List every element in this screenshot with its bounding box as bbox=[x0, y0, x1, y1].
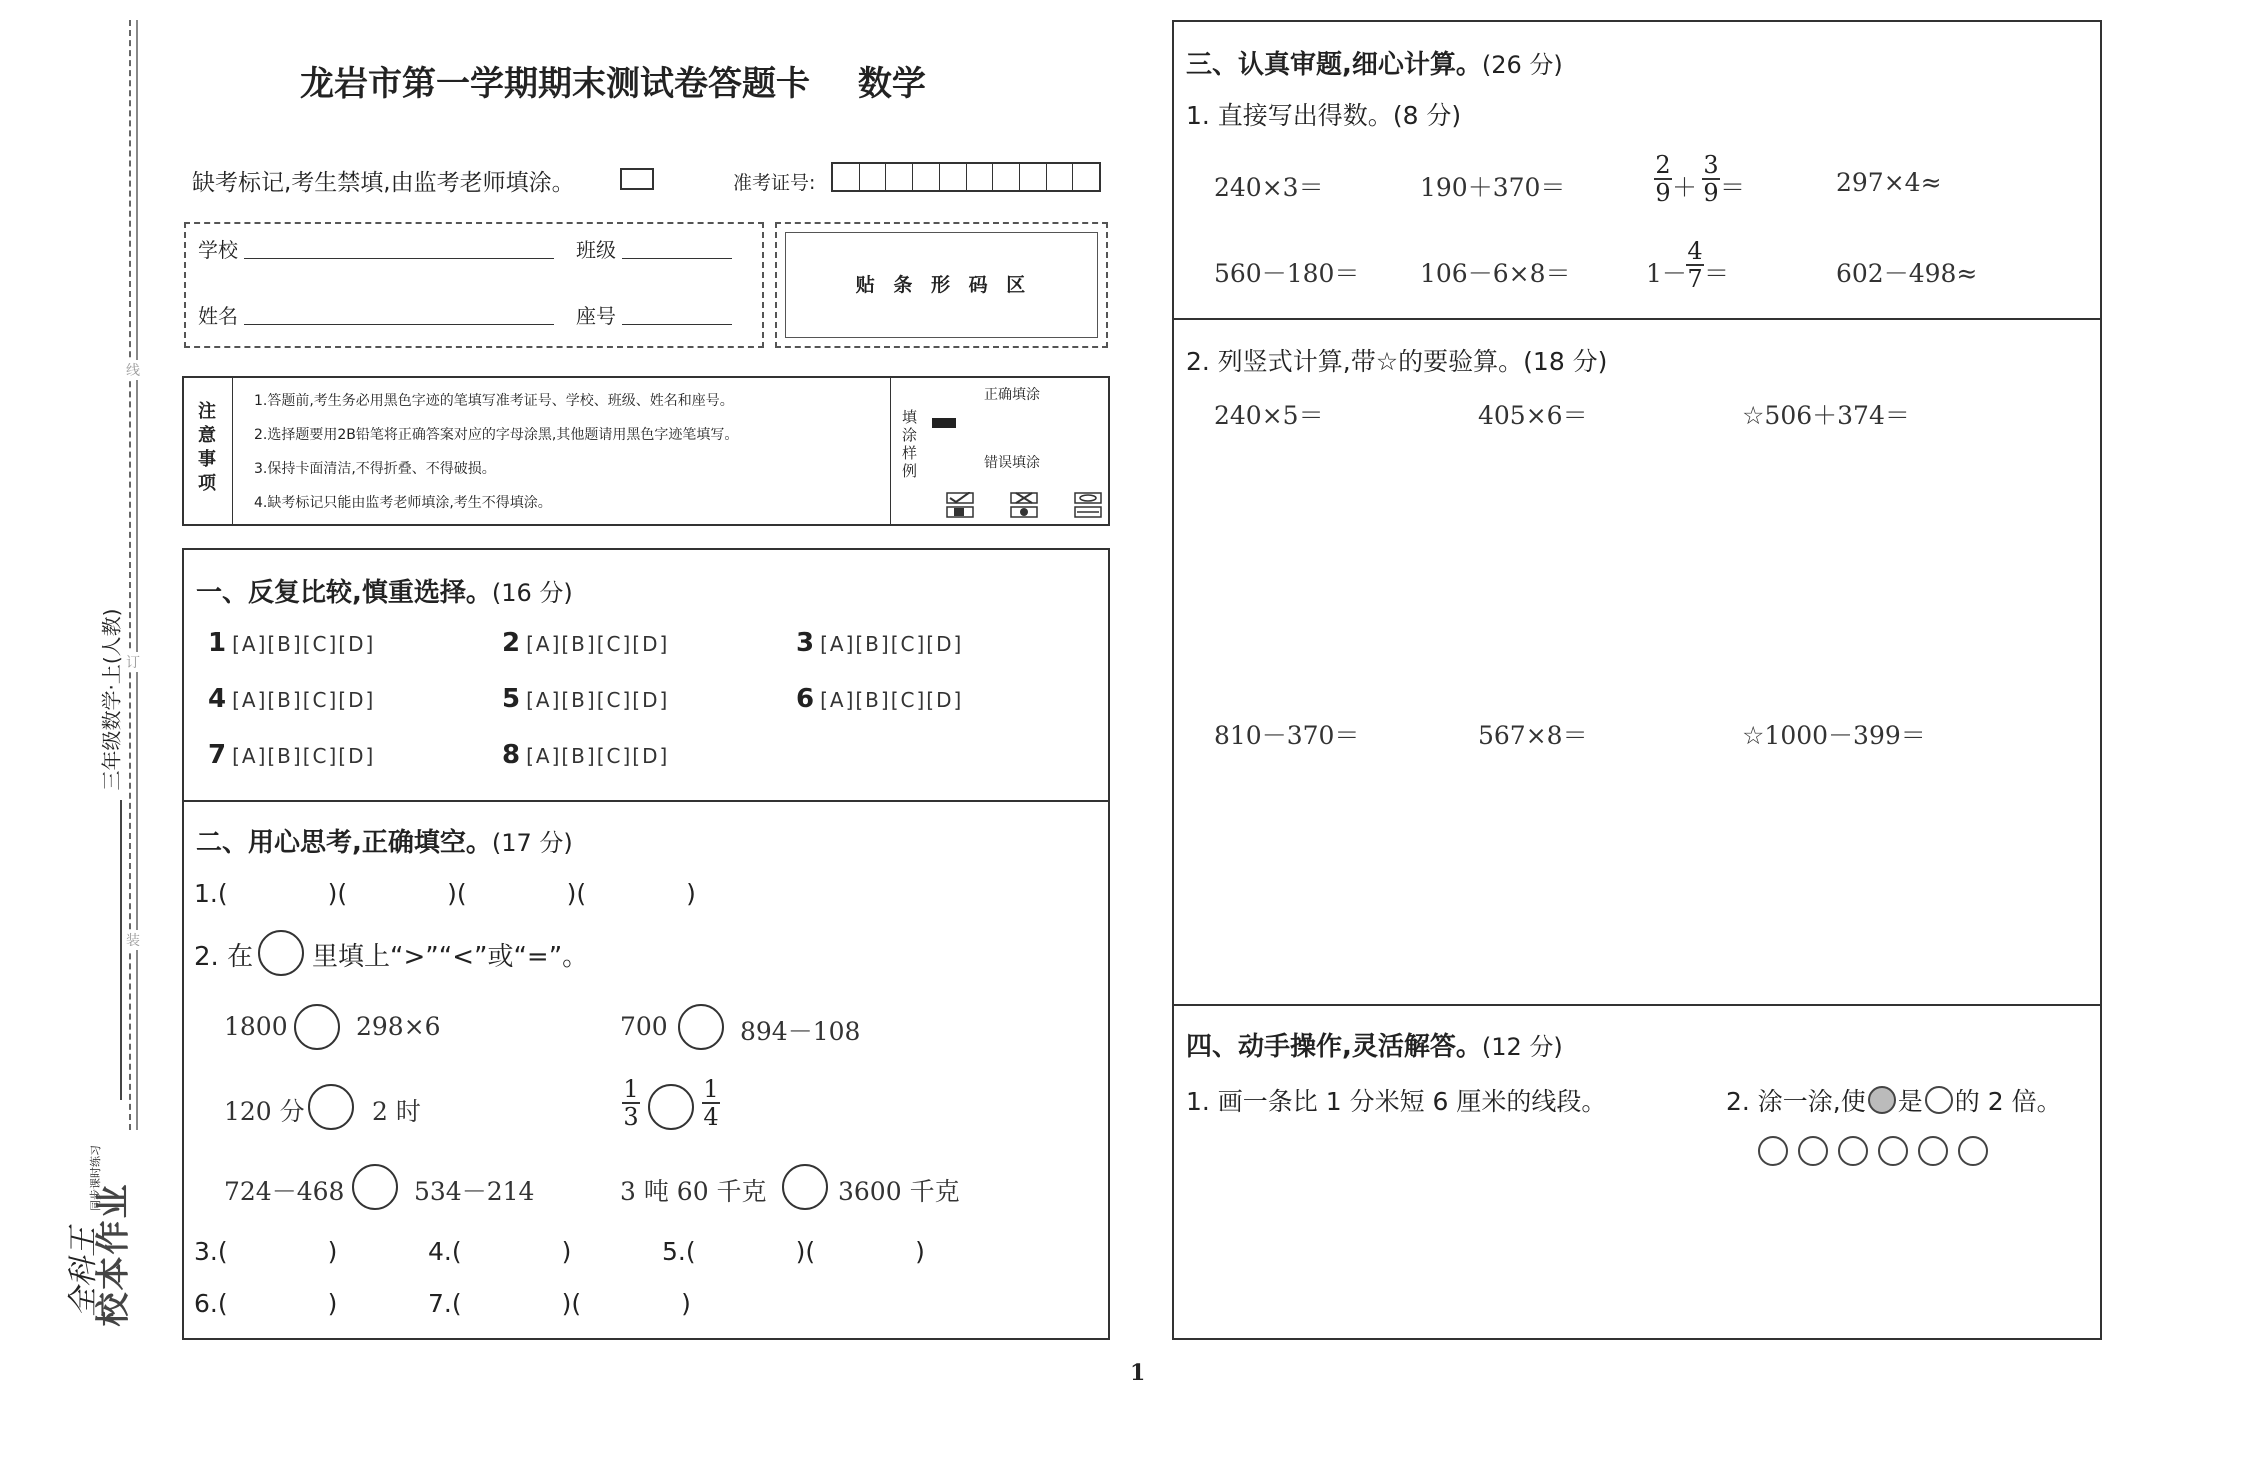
cmp6-right: 3600 千克 bbox=[838, 1177, 960, 1206]
exam-no-label: 准考证号: bbox=[733, 172, 816, 194]
binding-dashed-line bbox=[129, 20, 131, 1130]
note-item: 3.保持卡面清洁,不得折叠、不得破损。 bbox=[254, 461, 496, 477]
vert-r1-2: 405×6＝ bbox=[1478, 401, 1588, 430]
exam-no-cell[interactable] bbox=[940, 164, 967, 190]
choice-q8[interactable]: 8 [A][B][C][D] bbox=[502, 740, 670, 770]
vertical-work-area-1[interactable] bbox=[1194, 432, 2074, 692]
barcode-area bbox=[775, 222, 1108, 348]
calc-r2-4: 602－498≈ bbox=[1836, 259, 1978, 288]
vert-r1-1: 240×5＝ bbox=[1214, 401, 1324, 430]
compare-circle-sample bbox=[258, 930, 304, 976]
school-field[interactable] bbox=[244, 258, 554, 259]
class-label: 班级 bbox=[576, 238, 616, 262]
name-field[interactable] bbox=[244, 324, 554, 325]
calc-r1-1: 240×3＝ bbox=[1214, 173, 1324, 202]
cmp2-right: 894－108 bbox=[740, 1017, 861, 1046]
choice-q2[interactable]: 2 [A][B][C][D] bbox=[502, 628, 670, 658]
exam-no-cell[interactable] bbox=[1073, 164, 1099, 190]
note-item: 4.缺考标记只能由监考老师填涂,考生不得填涂。 bbox=[254, 495, 552, 511]
section3-title: 三、认真审题,细心计算。(26 分) bbox=[1186, 50, 1563, 80]
page-title bbox=[300, 56, 926, 105]
shaded-circle-icon bbox=[1868, 1086, 1896, 1114]
section3-sub1-title: 1. 直接写出得数。(8 分) bbox=[1186, 101, 1462, 130]
class-field[interactable] bbox=[622, 258, 732, 259]
calc-r2-1: 560－180＝ bbox=[1214, 259, 1360, 288]
cmp3-circle[interactable] bbox=[308, 1084, 354, 1130]
color-circle[interactable] bbox=[1918, 1136, 1948, 1166]
brand-sub: 同步课时练习 bbox=[89, 1145, 102, 1211]
absent-mark-box[interactable] bbox=[620, 168, 654, 190]
vert-r2-3: ☆1000－399＝ bbox=[1742, 721, 1926, 750]
exam-no-cell[interactable] bbox=[913, 164, 940, 190]
section4-title: 四、动手操作,灵活解答。(12 分) bbox=[1186, 1032, 1563, 1062]
cmp5-circle[interactable] bbox=[352, 1164, 398, 1210]
note-item: 2.选择题要用2B铅笔将正确答案对应的字母涂黑,其他题请用黑色字迹笔填写。 bbox=[254, 427, 739, 443]
cmp3-right: 2 时 bbox=[372, 1097, 421, 1126]
fill-q1[interactable]: 1.( )( )( )( ) bbox=[194, 879, 696, 908]
side-divider bbox=[120, 800, 122, 1100]
color-circle[interactable] bbox=[1758, 1136, 1788, 1166]
choice-q7[interactable]: 7 [A][B][C][D] bbox=[208, 740, 376, 770]
calc-r2-2: 106－6×8＝ bbox=[1420, 259, 1571, 288]
calc-r2-3-fraction-expr: 1－ 4 7 ＝ bbox=[1646, 237, 1730, 293]
side-strip bbox=[50, 0, 140, 1340]
cmp4-right-fraction: 1 4 bbox=[703, 1075, 719, 1131]
fill-q4[interactable]: 4.( ) bbox=[428, 1237, 572, 1266]
cmp4-circle[interactable] bbox=[648, 1084, 694, 1130]
exam-no-cell[interactable] bbox=[1020, 164, 1047, 190]
section-divider bbox=[1174, 318, 2100, 320]
vertical-work-area-2[interactable] bbox=[1194, 752, 2074, 992]
cmp1-left: 1800 bbox=[224, 1012, 288, 1041]
exam-no-cell[interactable] bbox=[860, 164, 887, 190]
cmp6-circle[interactable] bbox=[782, 1164, 828, 1210]
cmp5-left: 724－468 bbox=[224, 1177, 345, 1206]
choice-q3[interactable]: 3 [A][B][C][D] bbox=[796, 628, 964, 658]
seat-label: 座号 bbox=[576, 304, 616, 328]
correct-sample bbox=[932, 418, 956, 428]
section1-title: 一、反复比较,慎重选择。(16 分) bbox=[196, 578, 573, 608]
cmp2-left: 700 bbox=[620, 1012, 668, 1041]
exam-no-cell[interactable] bbox=[967, 164, 994, 190]
cut-label-line: 线 bbox=[126, 360, 140, 380]
calc-r1-2: 190＋370＝ bbox=[1420, 173, 1566, 202]
wrong-sample-partial-icon bbox=[1074, 492, 1102, 518]
student-info-box bbox=[184, 222, 764, 348]
section-1-2-box bbox=[182, 548, 1110, 1340]
fill-q2-prefix: 2. 在 bbox=[194, 942, 254, 972]
cut-label-zhuang: 装 bbox=[126, 930, 140, 950]
line-drawing-area[interactable] bbox=[1186, 1122, 1686, 1322]
brand-product: 校本作业 bbox=[93, 1182, 134, 1327]
wrong-sample-check-icon bbox=[946, 492, 974, 518]
cmp3-left: 120 分 bbox=[224, 1097, 305, 1126]
cmp5-right: 534－214 bbox=[414, 1177, 535, 1206]
name-label: 姓名 bbox=[198, 304, 238, 328]
brand-logo bbox=[50, 1100, 140, 1340]
cmp4-left-fraction: 1 3 bbox=[623, 1075, 639, 1131]
side-solid-line bbox=[136, 20, 138, 1130]
exam-no-cell[interactable] bbox=[833, 164, 860, 190]
exam-no-cell[interactable] bbox=[886, 164, 913, 190]
vert-r2-2: 567×8＝ bbox=[1478, 721, 1588, 750]
cmp1-circle[interactable] bbox=[294, 1004, 340, 1050]
section-divider bbox=[184, 800, 1108, 802]
page-number: 1 bbox=[1130, 1360, 1146, 1386]
color-circle[interactable] bbox=[1878, 1136, 1908, 1166]
cmp6-left: 3 吨 60 千克 bbox=[620, 1177, 767, 1206]
wrong-label: 错误填涂 bbox=[984, 455, 1040, 471]
op-q2: 2. 涂一涂,使 是 的 2 倍。 bbox=[1726, 1087, 2062, 1116]
color-circles-row bbox=[1758, 1136, 1988, 1166]
section-3-4-box bbox=[1172, 20, 2102, 1340]
barcode-label: 贴 条 形 码 区 bbox=[855, 274, 1032, 296]
school-label: 学校 bbox=[198, 238, 238, 262]
section2-title: 二、用心思考,正确填空。(17 分) bbox=[196, 828, 573, 858]
correct-label: 正确填涂 bbox=[984, 387, 1040, 403]
cut-label-ding: 订 bbox=[126, 652, 140, 672]
cmp1-right: 298×6 bbox=[356, 1012, 441, 1041]
seat-field[interactable] bbox=[622, 324, 732, 325]
note-item: 1.答题前,考生务必用黑色字迹的笔填写准考证号、学校、班级、姓名和座号。 bbox=[254, 393, 734, 409]
vert-r2-1: 810－370＝ bbox=[1214, 721, 1360, 750]
choice-q4[interactable]: 4 [A][B][C][D] bbox=[208, 684, 376, 714]
wrong-sample-cross-icon bbox=[1010, 492, 1038, 518]
fill-q6[interactable]: 6.( ) bbox=[194, 1289, 338, 1318]
fill-q2-suffix: 里填上“>”“<”或“=”。 bbox=[312, 942, 589, 972]
section-divider bbox=[1174, 1004, 2100, 1006]
calc-r1-3-fraction-expr: 2 9 ＋ 3 9 ＝ bbox=[1655, 151, 1746, 207]
exam-no-grid[interactable] bbox=[831, 162, 1101, 192]
color-circle[interactable] bbox=[1798, 1136, 1828, 1166]
cmp2-circle[interactable] bbox=[678, 1004, 724, 1050]
title-text: 龙岩市第一学期期末测试卷答题卡 bbox=[300, 64, 810, 104]
fill-q7[interactable]: 7.( )( ) bbox=[428, 1289, 691, 1318]
choice-q6[interactable]: 6 [A][B][C][D] bbox=[796, 684, 964, 714]
color-circle[interactable] bbox=[1958, 1136, 1988, 1166]
exam-no-cell[interactable] bbox=[993, 164, 1020, 190]
notes-box bbox=[182, 376, 1110, 526]
calc-r1-4: 297×4≈ bbox=[1836, 168, 1942, 197]
brand-main: 全科王 bbox=[66, 1227, 101, 1317]
fill-q3[interactable]: 3.( ) bbox=[194, 1237, 338, 1266]
fill-q5[interactable]: 5.( )( ) bbox=[662, 1237, 925, 1266]
sample-label: 填涂样例 bbox=[902, 408, 918, 480]
vert-r1-3: ☆506＋374＝ bbox=[1742, 401, 1910, 430]
empty-circle-icon bbox=[1925, 1086, 1953, 1114]
choice-q1[interactable]: 1 [A][B][C][D] bbox=[208, 628, 376, 658]
color-circle[interactable] bbox=[1838, 1136, 1868, 1166]
notes-heading: 注意事项 bbox=[198, 401, 216, 494]
absent-mark-label: 缺考标记,考生禁填,由监考老师填涂。 bbox=[192, 170, 575, 196]
choice-q5[interactable]: 5 [A][B][C][D] bbox=[502, 684, 670, 714]
section3-sub2-title: 2. 列竖式计算,带☆的要验算。(18 分) bbox=[1186, 347, 1608, 376]
book-label: 三年级数学·上(人教) bbox=[99, 608, 124, 791]
op-q1: 1. 画一条比 1 分米短 6 厘米的线段。 bbox=[1186, 1087, 1607, 1116]
subject-text: 数学 bbox=[857, 64, 926, 104]
exam-no-cell[interactable] bbox=[1047, 164, 1074, 190]
